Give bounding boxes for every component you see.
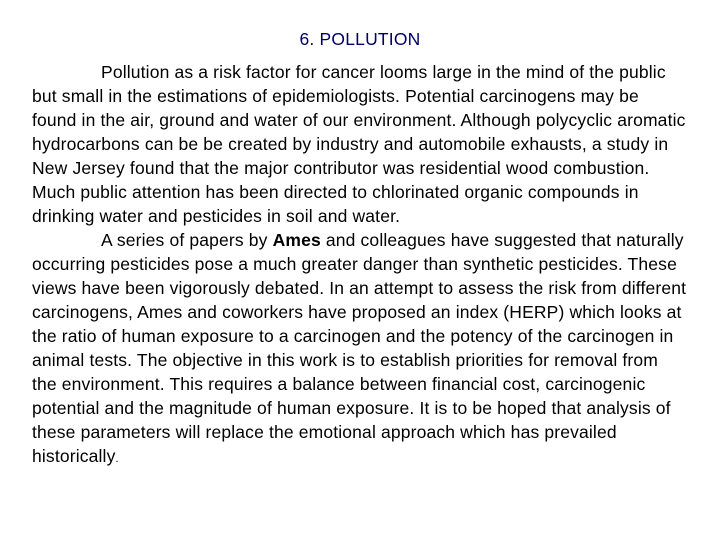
body-text bbox=[32, 60, 687, 471]
paragraph-2-start: A series of papers by bbox=[101, 230, 273, 250]
author-name-ames: Ames bbox=[272, 230, 321, 250]
paragraph-1: Pollution as a risk factor for cancer looms large in the mind of the public but small in the estimations of epidemiologists. Potential carcinogens may be found in the air, ground and water of our environment. Although polycyclic aromatic hydrocarbons can be be created by industry and automobile exhausts, a study in New Jersey found that the major contributor was residential wood combustion. Much public attention has been directed to chlorinated organic compounds in drinking water and pesticides in soil and water. bbox=[32, 62, 686, 226]
section-title: 6. POLLUTION bbox=[299, 29, 421, 49]
paragraph-2 bbox=[32, 228, 687, 471]
paragraph-2-period: . bbox=[115, 453, 119, 465]
paragraph-2-rest: and colleagues have suggested that naturally occurring pesticides pose a much greater danger than synthetic pesticides. These views have been vigorously debated. In an attempt to assess the risk from different carcinogens, Ames and coworkers have proposed an index (HERP) which looks at the ratio of human exposure to a carcinogen and the potency of the carcinogen in animal tests. The objective in this work is to establish priorities for removal from the environment. This requires a balance between financial cost, carcinogenic potential and the magnitude of human exposure. It is to be hoped that analysis of these parameters will replace the emotional approach which has prevailed historically bbox=[32, 230, 687, 466]
